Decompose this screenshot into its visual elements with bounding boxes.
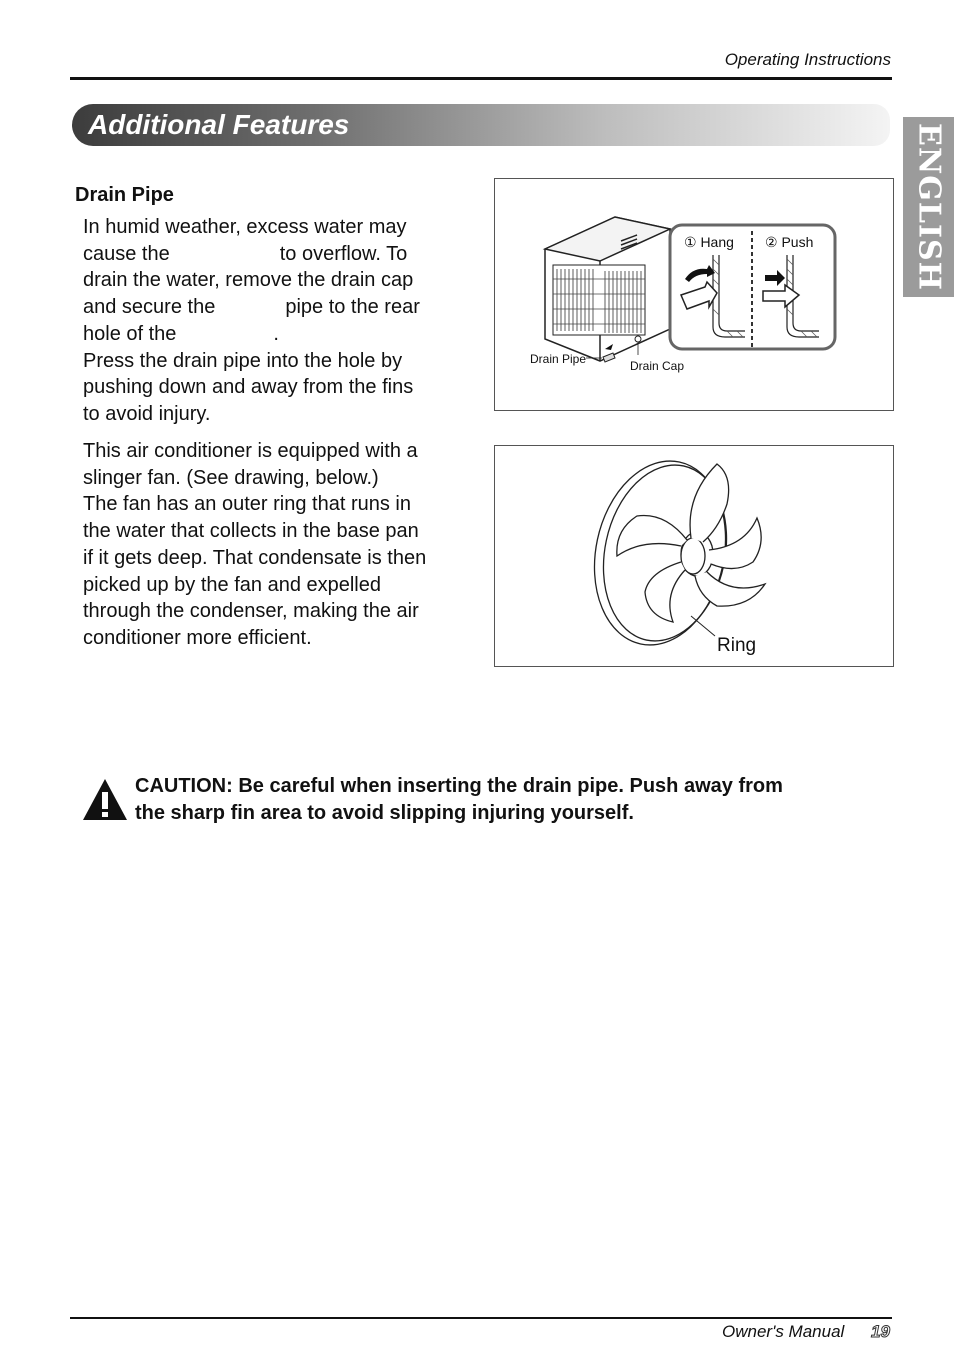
text-line: through the condenser, making the air (83, 600, 419, 623)
caution-line: CAUTION: Be careful when inserting the drain pipe. Push away from (135, 775, 783, 797)
caution-line: the sharp fin area to avoid slipping injuring yourself. (135, 802, 634, 824)
slinger-fan-figure (494, 445, 894, 667)
caution-text (135, 773, 895, 827)
drain-pipe-illustration (495, 179, 893, 410)
text-line (83, 294, 475, 321)
language-tab (903, 117, 954, 297)
warning-triangle-icon (82, 777, 128, 821)
text-line: In humid weather, excess water may (83, 216, 407, 238)
slinger-paragraph (83, 438, 478, 652)
slinger-fan-illustration (495, 446, 893, 666)
drain-pipe-figure (494, 178, 894, 411)
drain-cap-label: Drain Cap (630, 359, 685, 373)
language-tab-label: ENGLISH (911, 122, 946, 292)
text-fragment: hole of the (83, 322, 177, 345)
push-label: ② Push (765, 234, 814, 250)
text-line: Press the drain pipe into the hole by (83, 349, 403, 372)
running-header: Operating Instructions (724, 50, 891, 69)
drain-pipe-paragraph (83, 214, 475, 428)
text-fragment: and secure the (83, 296, 216, 319)
text-line: The fan has an outer ring that runs in (83, 493, 411, 516)
drain-pipe-heading: Drain Pipe (75, 184, 174, 206)
section-title-bar (72, 104, 890, 146)
text-line: pushing down and away from the fins (83, 376, 414, 399)
bottom-rule (70, 1317, 892, 1319)
ring-label: Ring (717, 635, 757, 656)
text-line: This air conditioner is equipped with a (83, 440, 418, 462)
text-line: the water that collects in the base pan (83, 520, 419, 543)
text-fragment: . (273, 322, 279, 345)
text-line: drain the water, remove the drain cap (83, 269, 414, 292)
text-line (83, 241, 475, 268)
top-rule (70, 77, 892, 80)
page-number: 19 (871, 1322, 890, 1341)
text-line: picked up by the fan and expelled (83, 573, 381, 596)
text-fragment: cause the (83, 242, 170, 265)
text-line: to avoid injury. (83, 402, 211, 425)
text-line: if it gets deep. That condensate is then (83, 546, 427, 569)
hang-label: ① Hang (684, 234, 734, 250)
text-line: conditioner more efficient. (83, 626, 312, 649)
section-title: Additional Features (88, 109, 350, 140)
text-fragment: to overflow. To (279, 242, 408, 265)
drain-pipe-label: Drain Pipe (530, 352, 587, 366)
text-line: slinger fan. (See drawing, below.) (83, 466, 379, 489)
text-fragment: pipe to the rear (285, 296, 420, 319)
text-line (83, 321, 475, 348)
footer-manual-title: Owner's Manual (722, 1322, 845, 1341)
